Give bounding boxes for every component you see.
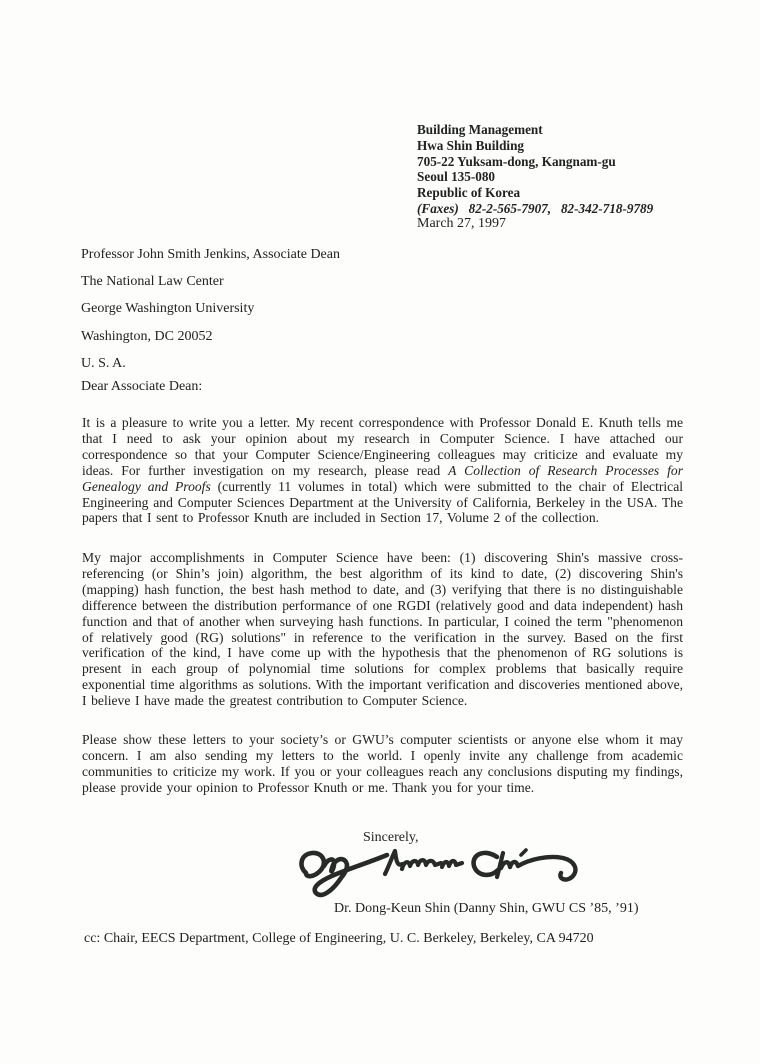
sender-address-block (417, 122, 653, 217)
signer-name-line: Dr. Dong-Keun Shin (Danny Shin, GWU CS ’85, ’91) (334, 901, 639, 916)
recipient-line-university: George Washington University (81, 301, 255, 317)
recipient-line-city: Washington, DC 20052 (81, 328, 213, 344)
sender-line-city: Seoul 135-080 (417, 169, 496, 185)
book-title: A Collection of Research Processes for Genealogy and Proofs (82, 462, 683, 494)
sender-line-building: Hwa Shin Building (417, 137, 525, 153)
paragraph-1-text-before: It is a pleasure to write you a letter. My recent correspondence with Professor Donald E. Knuth tells me that I need to ask your opinion about my research in Computer Science. I have attached our correspondence so that your Computer Science/Engineering colleagues may criticize and evaluate my ideas. For further investigation on my research, please read (82, 415, 683, 478)
paragraph-1-text-after: (currently 11 volumes in total) which were submitted to the chair of Electrical Engineering and Computer Sciences Department at the University of California, Berkeley in the USA. The papers that I sent to Professor Knuth are included in Section 17, Volume 2 of the collection. (82, 478, 683, 526)
recipient-line-name: Professor John Smith Jenkins, Associate Dean (81, 247, 340, 262)
recipient-line-country: U. S. A. (81, 355, 126, 371)
date-line: March 27, 1997 (417, 216, 507, 231)
cc-line: cc: Chair, EECS Department, College of Engineering, U. C. Berkeley, Berkeley, CA 94720 (84, 931, 594, 946)
paragraph-2: My major accomplishments in Computer Science have been: (1) discovering Shin's massive cross-referencing (or Shin’s join) algorithm, the best algorithm of its kind to date, (2) discovering Shin's (mapping) hash function, the best hash method to date, and (3) verifying that there is no distinguishable difference between the distribution performance of one RGDI (relatively good and data independent) hash function and that of another when surveying hash functions. In particular, I coined the term "phenomenon of relatively good (RG) solutions" in reference to the verification in the survey. Based on the first verification of the kind, I have come up with the hypothesis that the phenomenon of RG solutions is present in each group of polynomial time solutions for complex problems that basically require exponential time algorithms as solutions. With the important verification and discoveries mentioned above, I believe I have made the greatest contribution to Computer Science. (82, 550, 683, 709)
sender-line-street: 705-22 Yuksam-dong, Kangnam-gu (417, 153, 616, 169)
salutation: Dear Associate Dean: (81, 379, 203, 394)
sender-line-country: Republic of Korea (417, 185, 521, 201)
recipient-line-org: The National Law Center (81, 274, 224, 290)
signature-image (290, 842, 582, 904)
paragraph-3: Please show these letters to your society’s or GWU’s computer scientists or anyone else whom it may concern. I am also sending my letters to the world. I openly invite any challenge from academic communities to criticize my work. If you or your colleagues reach any conclusions disputing my findings, please provide your opinion to Professor Knuth or me. Thank you for your time. (82, 732, 683, 795)
sender-line-company: Building Management (417, 122, 543, 137)
sender-fax-line: (Faxes) 82-2-565-7907, 82-342-718-9789 (417, 200, 654, 216)
recipient-address-block (81, 241, 340, 377)
paragraph-1 (82, 415, 683, 526)
valediction: Sincerely, (363, 830, 419, 845)
